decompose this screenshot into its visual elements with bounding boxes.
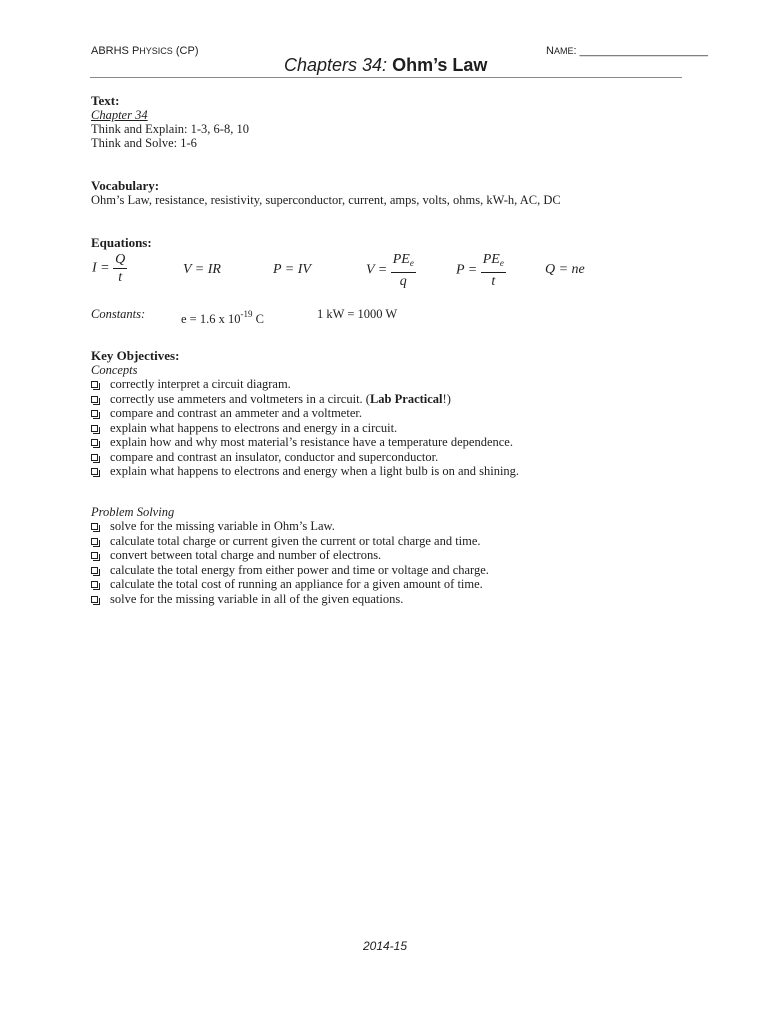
lab-practical-emphasis: Lab Practical <box>369 391 443 406</box>
concepts-heading: Concepts <box>91 363 138 377</box>
constant-electron-charge-base: e = 1.6 x 10 <box>181 312 241 326</box>
equation-voltage-sub: e <box>409 258 414 268</box>
problem-solving-heading: Problem Solving <box>91 505 175 519</box>
vocabulary-terms: Ohm’s Law, resistance, resistivity, superconductor, current, amps, volts, ohms, kW-h, AC, DC <box>91 193 561 207</box>
header-divider <box>90 77 682 78</box>
checkbox-icon[interactable] <box>91 381 98 388</box>
course-label <box>91 45 198 57</box>
equation-power-sub: e <box>499 258 504 268</box>
problem-text: convert between total charge and number of electrons. <box>110 548 382 562</box>
equation-power-iv: P = IV <box>273 262 311 277</box>
list-item <box>91 519 489 534</box>
list-item <box>91 406 519 421</box>
list-item <box>91 592 489 607</box>
equation-charge: Q = ne <box>545 262 585 277</box>
checkbox-icon[interactable] <box>91 523 98 530</box>
course-label-c: (CP) <box>172 45 199 57</box>
equation-current-denominator: t <box>118 270 123 285</box>
title-topic: Ohm’s Law <box>392 55 488 75</box>
constant-kilowatt: 1 kW = 1000 W <box>317 307 398 321</box>
text-chapter: Chapter 34 <box>91 108 148 122</box>
equation-ohms-law: V = IR <box>183 262 221 277</box>
checkbox-icon[interactable] <box>91 410 98 417</box>
checkbox-icon[interactable] <box>91 538 98 545</box>
vocabulary-heading: Vocabulary: <box>91 178 160 193</box>
equation-current-lhs: I = <box>92 260 110 276</box>
problem-text: calculate the total energy from either power and time or voltage and charge. <box>110 562 489 577</box>
problem-text: calculate the total cost of running an appliance for a given amount of time. <box>110 577 483 591</box>
concepts-list <box>91 377 519 479</box>
text-think-explain: Think and Explain: 1-3, 6-8, 10 <box>91 122 249 136</box>
title-chapters: Chapters 34: <box>284 55 388 75</box>
equation-power-pe: PE <box>482 252 500 267</box>
name-label-a: N <box>546 45 554 57</box>
equation-voltage-numerator <box>391 251 416 273</box>
course-label-b: HYSICS <box>139 46 173 56</box>
name-blank: : _____________________ <box>573 45 709 57</box>
page-title <box>284 55 487 76</box>
concept-text: compare and contrast an ammeter and a voltmeter. <box>110 406 362 420</box>
list-item <box>91 577 489 592</box>
concept-text: correctly use ammeters and voltmeters in a circuit. ( <box>110 391 370 406</box>
list-item <box>91 435 519 450</box>
checkbox-icon[interactable] <box>91 468 98 475</box>
equation-current-fraction <box>113 251 127 286</box>
text-heading: Text: <box>91 93 120 108</box>
equation-voltage-denominator: q <box>399 274 407 289</box>
key-objectives-heading: Key Objectives: <box>91 348 180 363</box>
equation-current <box>92 251 127 286</box>
concept-text: explain what happens to electrons and energy when a light bulb is on and shining. <box>110 464 520 478</box>
list-item <box>91 392 519 407</box>
equation-voltage-lhs: V = <box>366 262 388 278</box>
equation-power-lhs: P = <box>456 262 478 278</box>
problem-text: calculate total charge or current given the current or total charge and time. <box>110 533 481 548</box>
checkbox-icon[interactable] <box>91 596 98 603</box>
list-item <box>91 450 519 465</box>
concept-text-end: !) <box>442 391 451 406</box>
concept-text: explain what happens to electrons and energy in a circuit. <box>110 420 398 435</box>
checkbox-icon[interactable] <box>91 454 98 461</box>
equation-power-numerator <box>481 251 506 273</box>
list-item <box>91 548 489 563</box>
problem-text: solve for the missing variable in all of the given equations. <box>110 591 404 606</box>
equations-heading: Equations: <box>91 235 152 250</box>
constant-electron-charge <box>181 307 264 327</box>
equation-voltage-fraction <box>391 251 416 290</box>
concept-text: compare and contrast an insulator, conductor and superconductor. <box>110 449 439 464</box>
list-item <box>91 464 519 479</box>
list-item <box>91 563 489 578</box>
list-item <box>91 377 519 392</box>
name-field <box>546 45 708 57</box>
equation-power-energy <box>456 251 506 290</box>
checkbox-icon[interactable] <box>91 552 98 559</box>
checkbox-icon[interactable] <box>91 439 98 446</box>
equation-voltage <box>366 251 416 290</box>
equation-power-fraction <box>481 251 506 290</box>
footer-year: 2014-15 <box>362 939 408 953</box>
concept-text: explain how and why most material’s resistance have a temperature dependence. <box>110 435 513 449</box>
checkbox-icon[interactable] <box>91 425 98 432</box>
constant-electron-charge-unit: C <box>252 312 264 326</box>
problem-solving-list <box>91 519 489 606</box>
course-label-a: ABRHS P <box>91 45 140 57</box>
concept-text: correctly interpret a circuit diagram. <box>110 377 291 391</box>
equation-power-denominator: t <box>491 274 496 289</box>
text-think-solve: Think and Solve: 1-6 <box>91 136 197 150</box>
checkbox-icon[interactable] <box>91 567 98 574</box>
name-label-b: AME <box>553 46 574 56</box>
constants-label: Constants: <box>91 307 146 321</box>
equation-voltage-pe: PE <box>392 252 410 267</box>
problem-text: solve for the missing variable in Ohm’s Law. <box>110 519 335 533</box>
checkbox-icon[interactable] <box>91 581 98 588</box>
list-item <box>91 421 519 436</box>
constant-electron-charge-exponent: -19 <box>240 309 253 319</box>
list-item <box>91 534 489 549</box>
equation-current-numerator: Q <box>115 252 126 267</box>
checkbox-icon[interactable] <box>91 396 98 403</box>
